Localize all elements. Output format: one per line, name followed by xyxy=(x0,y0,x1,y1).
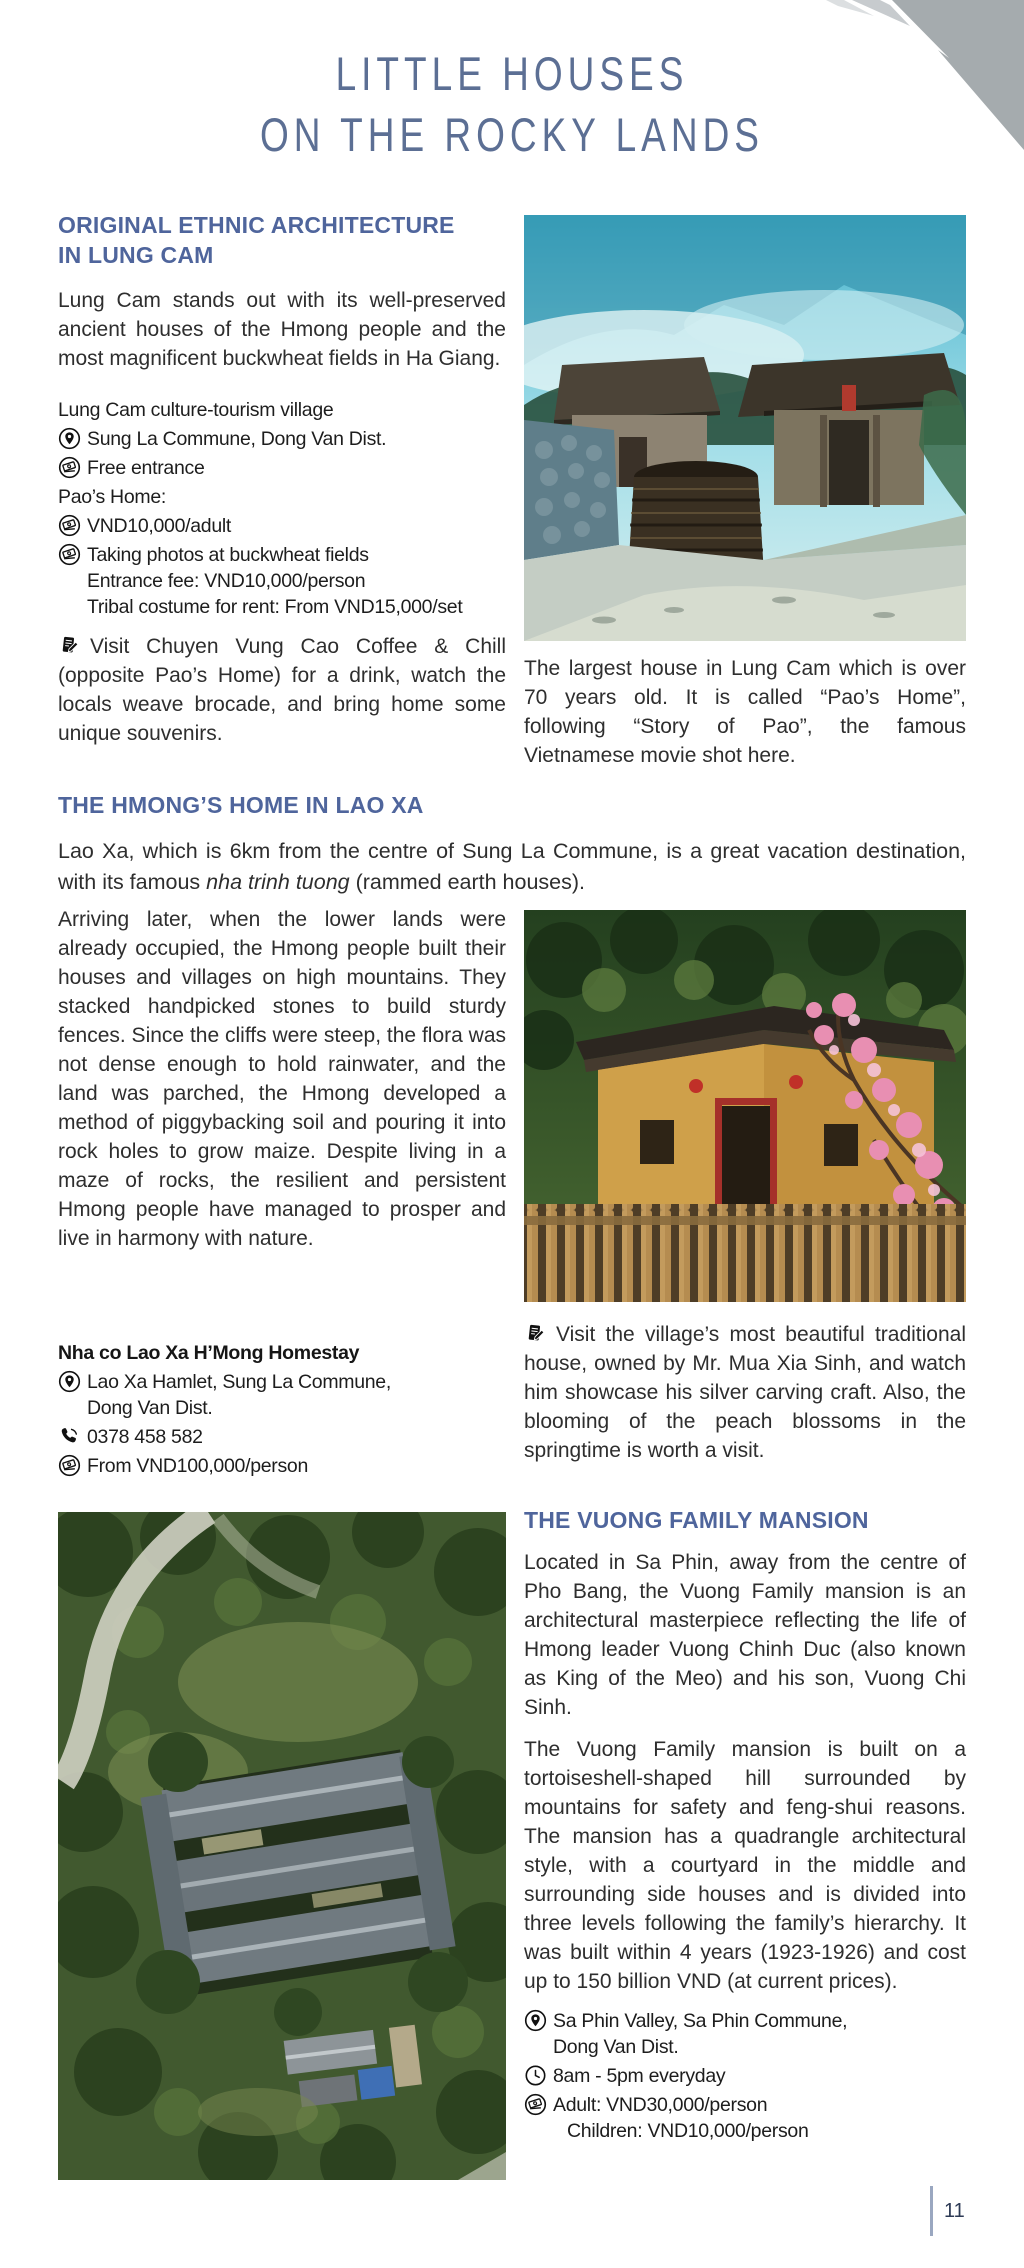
location-line1: Lao Xa Hamlet, Sung La Commune, xyxy=(87,1371,391,1393)
banknote-icon xyxy=(524,2093,547,2116)
footer-divider-line xyxy=(930,2186,933,2236)
tip-lung-cam xyxy=(58,632,506,748)
photo-fees-line3: Tribal costume for rent: From VND15,000/set xyxy=(87,596,463,618)
photo-fees-text xyxy=(87,542,462,620)
info-row-photo-fees xyxy=(58,542,506,620)
section-heading-lao-xa: THE HMONG’S HOME IN LAO XA xyxy=(58,792,424,818)
lao-xa-intro-paragraph xyxy=(58,836,966,898)
vuong-info-list xyxy=(524,2008,966,2144)
info-row-location xyxy=(58,1369,506,1421)
section-lung-cam-left-column xyxy=(58,210,506,748)
lao-xa-body-paragraph: Arriving later, when the lower lands were already occupied, the Hmong people built their houses and villages on high mountains. They stacked handpicked stones to build sturdy fences. Since the cliffs were steep, the flora was not dense enough to hold rainwater, and the land was parched, the Hmong developed a method of piggybacking soil and pouring it into rock holes to grow maize. Despite living in a maze of rocks, the resilient and persistent Hmong people have managed to prosper and live in harmony with nature. xyxy=(58,908,506,1250)
page-title-line2: ON THE ROCKY LANDS xyxy=(260,108,764,162)
page-title xyxy=(0,44,1024,162)
photo-fees-line1: Taking photos at buckwheat fields xyxy=(87,544,369,566)
writing-note-icon xyxy=(524,1322,547,1345)
banknote-icon xyxy=(58,456,81,479)
writing-note-icon xyxy=(58,634,81,657)
lung-cam-intro-paragraph: Lung Cam stands out with its well-preserved ancient houses of the Hmong people and the most magnificent buckwheat fields in Ha Giang. xyxy=(58,289,506,370)
info-row-free-entrance xyxy=(58,455,506,481)
vuong-paragraph-2: The Vuong Family mansion is built on a tortoiseshell-shaped hill surrounded by mountains for safety and feng-shui reasons. The mansion has a quadrangle architectural style, with a courtyard in the middle and surrounding side houses and is divided into three levels following the family’s hierarchy. It was built within 4 years (1923-1926) and cost up to 150 billion VND (at current prices). xyxy=(524,1738,966,1993)
price-text: VND10,000/adult xyxy=(87,515,232,537)
map-pin-icon xyxy=(524,2009,547,2032)
page-number: 11 xyxy=(944,2200,965,2222)
map-pin-icon xyxy=(58,427,81,450)
map-pin-icon xyxy=(58,1370,81,1393)
venue-name-lung-cam-village: Lung Cam culture-tourism village xyxy=(58,399,334,421)
venue-name-paos-home: Pao’s Home: xyxy=(58,486,166,508)
banknote-icon xyxy=(58,543,81,566)
photo-lao-xa-house xyxy=(524,910,966,1302)
location-text xyxy=(553,2008,847,2060)
info-row-price xyxy=(58,1453,506,1479)
info-row-prices xyxy=(524,2092,966,2144)
tip-lao-xa xyxy=(524,1320,966,1465)
heading-line: IN LUNG CAM xyxy=(58,242,214,268)
location-text: Sung La Commune, Dong Van Dist. xyxy=(87,428,387,450)
tip-text: Visit Chuyen Vung Cao Coffee & Chill (opposite Pao’s Home) for a drink, watch the locals weave brocade, and bring home some unique souvenirs. xyxy=(58,635,506,745)
hours-text: 8am - 5pm everyday xyxy=(553,2065,726,2087)
clock-icon xyxy=(524,2064,547,2087)
photo-lung-cam-village xyxy=(524,215,966,641)
location-line2: Dong Van Dist. xyxy=(553,2036,679,2058)
price-text: From VND100,000/person xyxy=(87,1455,309,1477)
price-adult: Adult: VND30,000/person xyxy=(553,2094,768,2116)
price-text: Free entrance xyxy=(87,457,205,479)
phone-text: 0378 458 582 xyxy=(87,1426,203,1448)
lung-cam-info-list xyxy=(58,397,506,620)
tip-text: Visit the village’s most beautiful traditional house, owned by Mr. Mua Xia Sinh, and watch him showcase his silver carving craft. Also, the blooming of the peach blossoms in the springtime is worth a visit. xyxy=(524,1323,966,1462)
info-row-location xyxy=(58,426,506,452)
page-title-line1: LITTLE HOUSES xyxy=(335,47,689,101)
phone-icon xyxy=(58,1425,81,1448)
section-heading-lung-cam xyxy=(58,210,506,270)
caption-lung-cam-photo: The largest house in Lung Cam which is over 70 years old. It is called “Pao’s Home”, following “Story of Pao”, the famous Vietnamese movie shot here. xyxy=(524,657,966,767)
intro-italic-term: nha trinh tuong xyxy=(206,870,350,894)
location-line2: Dong Van Dist. xyxy=(87,1397,213,1419)
lao-xa-homestay-info xyxy=(58,1340,506,1482)
photo-vuong-mansion-aerial xyxy=(58,1512,506,2180)
location-text xyxy=(87,1369,391,1421)
info-row-phone xyxy=(58,1424,506,1450)
section-lung-cam-right-column xyxy=(524,215,966,770)
location-line1: Sa Phin Valley, Sa Phin Commune, xyxy=(553,2010,848,2032)
section-vuong-right-column xyxy=(524,1505,966,2147)
info-row-hours xyxy=(524,2063,966,2089)
section-heading-vuong: THE VUONG FAMILY MANSION xyxy=(524,1507,869,1533)
photo-fees-line2: Entrance fee: VND10,000/person xyxy=(87,570,366,592)
price-text xyxy=(553,2092,809,2144)
intro-text: Lao Xa, which is 6km from the centre of Sung La Commune, is a great vacation destination, with its famous xyxy=(58,839,966,894)
vuong-paragraph-1: Located in Sa Phin, away from the centre of Pho Bang, the Vuong Family mansion is an architectural masterpiece reflecting the life of Hmong leader Vuong Chinh Duc (also known as King of the Meo) and his son, Vuong Chi Sinh. xyxy=(524,1551,966,1719)
banknote-icon xyxy=(58,1454,81,1477)
heading-line: ORIGINAL ETHNIC ARCHITECTURE xyxy=(58,212,455,238)
info-row-location xyxy=(524,2008,966,2060)
homestay-name: Nha co Lao Xa H’Mong Homestay xyxy=(58,1342,360,1364)
banknote-icon xyxy=(58,514,81,537)
intro-text: (rammed earth houses). xyxy=(349,870,586,894)
price-children: Children: VND10,000/person xyxy=(567,2120,809,2142)
info-row-adult-price xyxy=(58,513,506,539)
